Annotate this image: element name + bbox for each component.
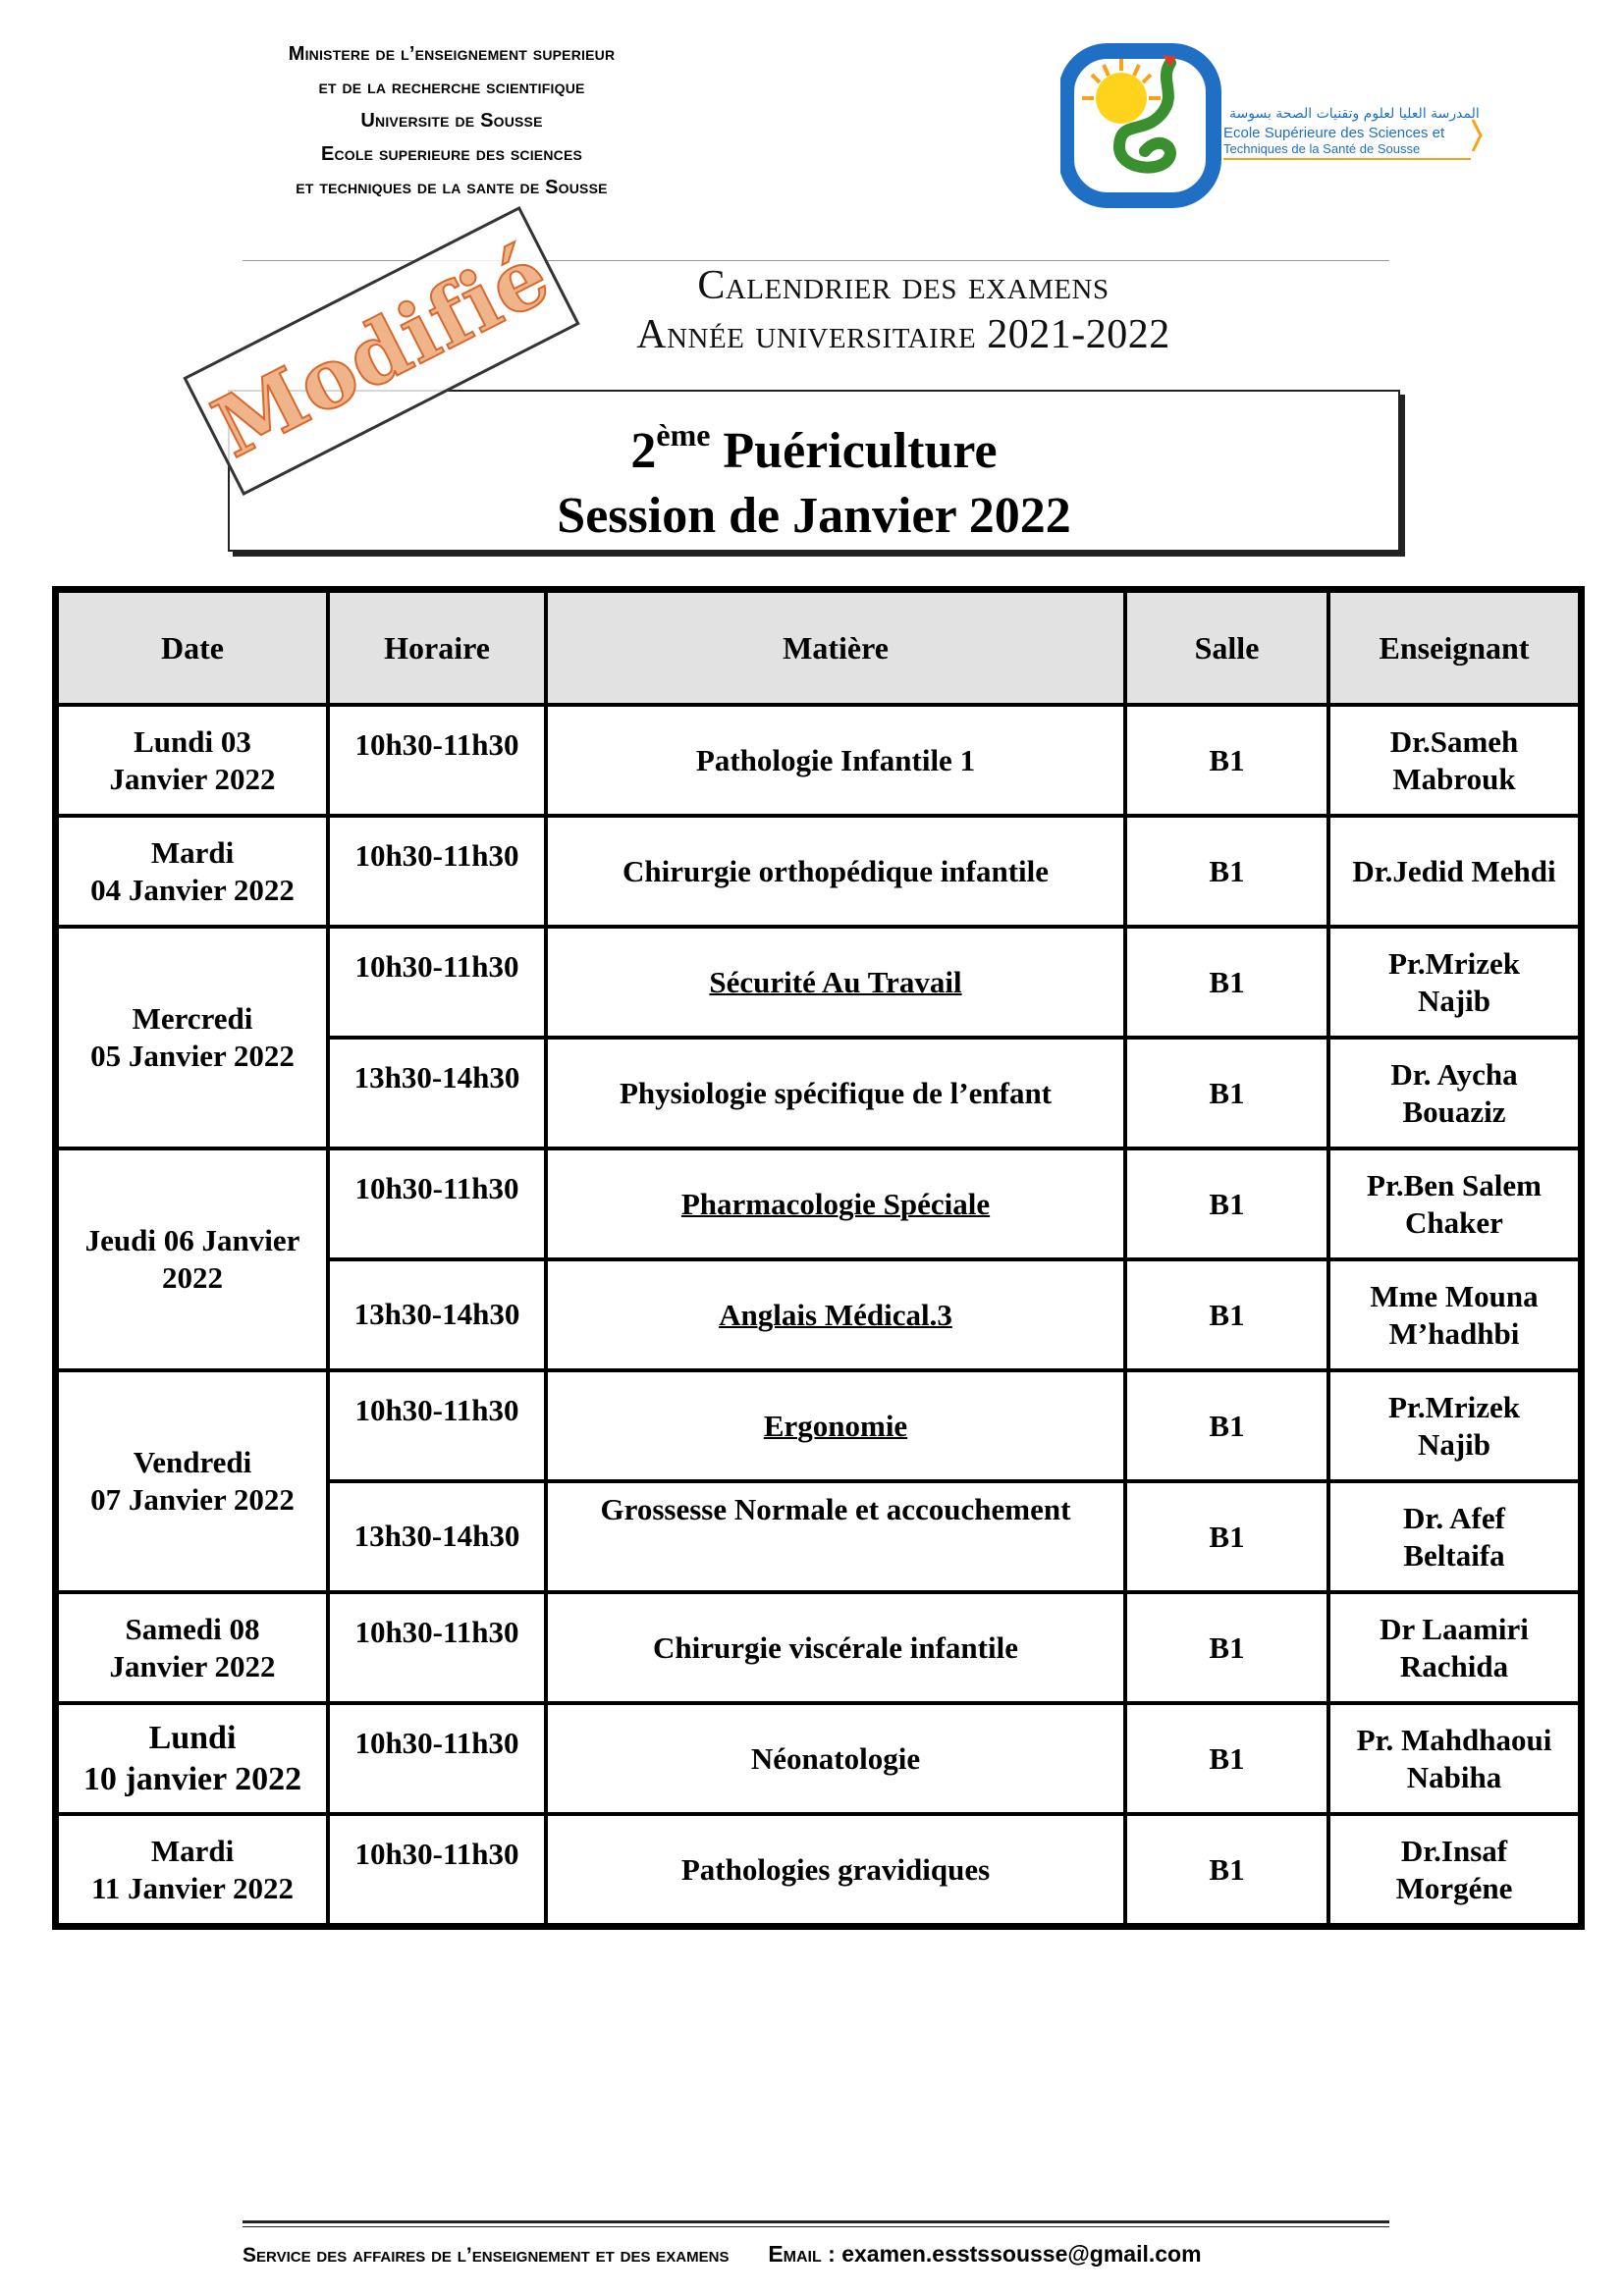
matiere-text: Ergonomie: [763, 1408, 908, 1443]
horaire-cell: 10h30-11h30: [328, 1703, 546, 1814]
horaire-cell: 10h30-11h30: [328, 927, 546, 1038]
level-name: Puériculture: [723, 423, 998, 479]
level-heading: [230, 403, 1398, 483]
salle-cell: B1: [1125, 1481, 1328, 1592]
session-label: Session de Janvier 2022: [557, 488, 1071, 544]
header-matiere: Matière: [546, 591, 1125, 705]
session-box: [228, 390, 1400, 552]
matiere-cell: Chirurgie orthopédique infantile: [546, 816, 1125, 927]
salle-cell: B1: [1125, 1259, 1328, 1370]
table-row: [57, 816, 1580, 927]
ministry-line: Universite de Sousse: [360, 110, 543, 132]
matiere-cell: [546, 1259, 1125, 1370]
enseignant-cell: Pr.Ben Salem Chaker: [1328, 1148, 1580, 1259]
school-logo: [1060, 41, 1483, 213]
matiere-text: Anglais Médical.3: [719, 1297, 952, 1332]
ministry-line: Ministere de l’enseignement superieur: [288, 43, 616, 65]
footer-email-label: Email :: [768, 2241, 836, 2267]
horaire-cell: 10h30-11h30: [328, 1814, 546, 1925]
table-row: [57, 927, 1580, 1038]
salle-cell: B1: [1125, 1148, 1328, 1259]
enseignant-cell: Dr.Sameh Mabrouk: [1328, 705, 1580, 816]
matiere-text: Pharmacologie Spéciale: [680, 1186, 991, 1221]
ministry-line: et de la recherche scientifique: [318, 77, 585, 98]
enseignant-cell: Pr. Mahdhaoui Nabiha: [1328, 1703, 1580, 1814]
date-cell: Mercredi 05 Janvier 2022: [57, 927, 328, 1148]
horaire-cell: 13h30-14h30: [328, 1481, 546, 1592]
logo-line2: Techniques de la Santé de Sousse: [1223, 141, 1421, 156]
date-cell: Mardi 11 Janvier 2022: [57, 1814, 328, 1925]
salle-cell: B1: [1125, 1370, 1328, 1481]
level-sup: ème: [656, 417, 711, 453]
salle-cell: B1: [1125, 927, 1328, 1038]
ministry-line: Ecole superieure des sciences: [320, 143, 583, 165]
level-number: 2: [630, 423, 657, 479]
enseignant-cell: Dr Laamiri Rachida: [1328, 1592, 1580, 1703]
horaire-cell: 10h30-11h30: [328, 816, 546, 927]
matiere-cell: Chirurgie viscérale infantile: [546, 1592, 1125, 1703]
date-cell: Vendredi 07 Janvier 2022: [57, 1370, 328, 1592]
ministry-line: et techniques de la sante de Sousse: [296, 177, 608, 198]
table-row: [57, 1814, 1580, 1925]
matiere-cell: [546, 927, 1125, 1038]
matiere-cell: [546, 1370, 1125, 1481]
enseignant-cell: Pr.Mrizek Najib: [1328, 1370, 1580, 1481]
table-row: [57, 1148, 1580, 1259]
table-header-row: [57, 591, 1580, 705]
horaire-cell: 10h30-11h30: [328, 1148, 546, 1259]
enseignant-cell: Dr. Aycha Bouaziz: [1328, 1038, 1580, 1148]
table-row: [57, 1592, 1580, 1703]
date-cell: Lundi 03 Janvier 2022: [57, 705, 328, 816]
date-cell: Lundi 10 janvier 2022: [57, 1703, 328, 1814]
salle-cell: B1: [1125, 705, 1328, 816]
logo-arabic-text: المدرسة العليا لعلوم وتقنيات الصحة بسوسة: [1229, 106, 1480, 122]
enseignant-cell: Mme Mouna M’hadhbi: [1328, 1259, 1580, 1370]
matiere-cell: Néonatologie: [546, 1703, 1125, 1814]
footer: [243, 2241, 1389, 2268]
matiere-cell: Pathologie Infantile 1: [546, 705, 1125, 816]
enseignant-cell: Dr.Jedid Mehdi: [1328, 816, 1580, 927]
table-row: [57, 1703, 1580, 1814]
logo-line1: Ecole Supérieure des Sciences et: [1223, 125, 1445, 141]
matiere-cell: [546, 1148, 1125, 1259]
matiere-text: Sécurité Au Travail: [709, 964, 962, 999]
header-salle: Salle: [1125, 591, 1328, 705]
exam-schedule-table: [52, 586, 1585, 1930]
header-enseignant: Enseignant: [1328, 591, 1580, 705]
matiere-cell: Grossesse Normale et accouchement: [546, 1481, 1125, 1592]
footer-service: Service des affaires de l’enseignement et des examens: [243, 2244, 730, 2267]
salle-cell: B1: [1125, 816, 1328, 927]
matiere-cell: Pathologies gravidiques: [546, 1814, 1125, 1925]
date-cell: Mardi 04 Janvier 2022: [57, 816, 328, 927]
enseignant-cell: Dr.Insaf Morgéne: [1328, 1814, 1580, 1925]
logo-emblem-icon: [1066, 51, 1214, 200]
footer-email: [768, 2241, 1201, 2267]
salle-cell: B1: [1125, 1703, 1328, 1814]
salle-cell: B1: [1125, 1038, 1328, 1148]
footer-email-address[interactable]: examen.esstssousse@gmail.com: [841, 2241, 1202, 2267]
enseignant-cell: Pr.Mrizek Najib: [1328, 927, 1580, 1038]
title-line1: Calendrier des examens: [697, 263, 1110, 308]
enseignant-cell: Dr. Afef Beltaifa: [1328, 1481, 1580, 1592]
horaire-cell: 13h30-14h30: [328, 1038, 546, 1148]
horaire-cell: 10h30-11h30: [328, 1370, 546, 1481]
footer-divider: [243, 2220, 1389, 2223]
salle-cell: B1: [1125, 1814, 1328, 1925]
header-date: Date: [57, 591, 328, 705]
header-horaire: Horaire: [328, 591, 546, 705]
horaire-cell: 13h30-14h30: [328, 1259, 546, 1370]
matiere-cell: Physiologie spécifique de l’enfant: [546, 1038, 1125, 1148]
date-cell: Samedi 08 Janvier 2022: [57, 1592, 328, 1703]
date-cell: Jeudi 06 Janvier 2022: [57, 1148, 328, 1370]
ministry-header: [206, 37, 697, 204]
table-row: [57, 705, 1580, 816]
stamp-text: Modifié: [197, 225, 565, 476]
title-line2: Année universitaire 2021-2022: [636, 312, 1170, 357]
horaire-cell: 10h30-11h30: [328, 705, 546, 816]
footer-divider-thin: [243, 2226, 1389, 2227]
salle-cell: B1: [1125, 1592, 1328, 1703]
horaire-cell: 10h30-11h30: [328, 1592, 546, 1703]
table-row: [57, 1370, 1580, 1481]
